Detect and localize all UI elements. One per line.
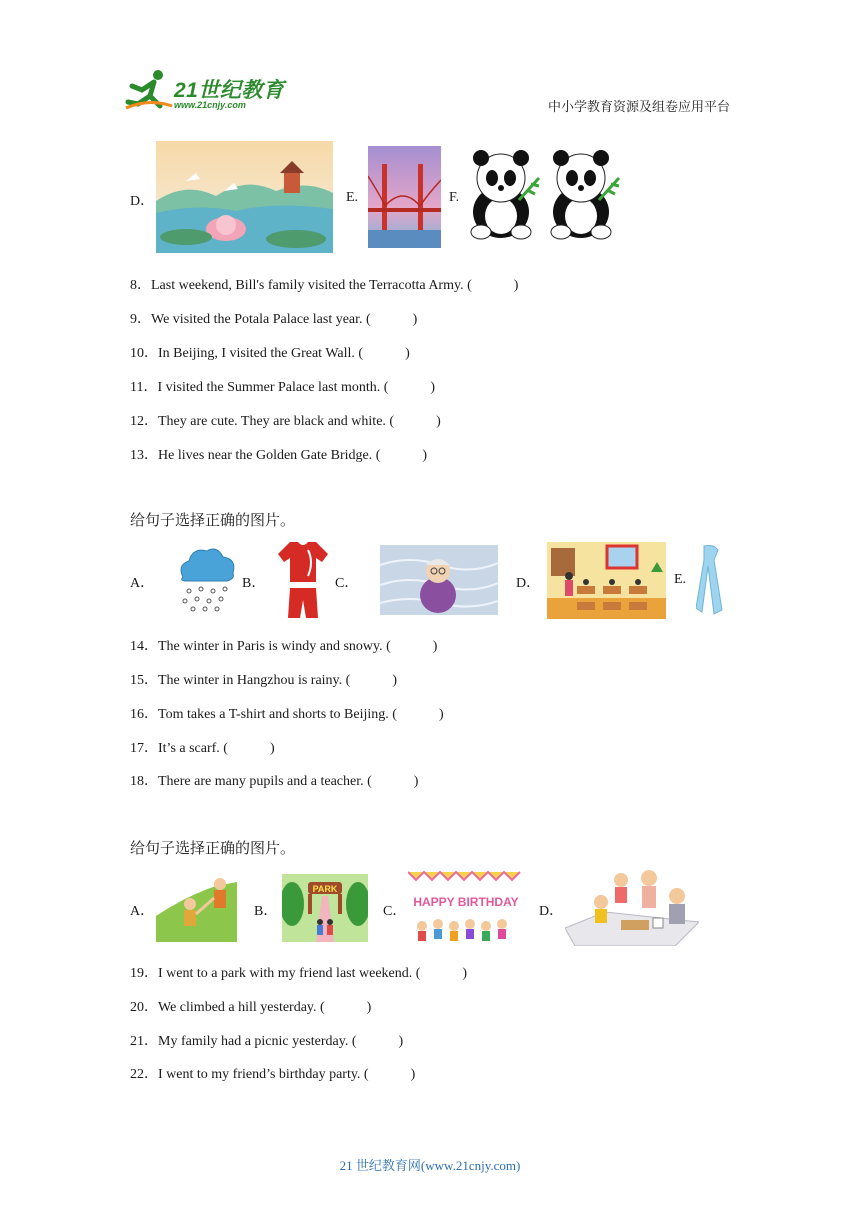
scarf-image — [696, 544, 726, 616]
pandas-image — [459, 150, 623, 242]
option-label-a: A． — [130, 576, 155, 591]
option-label-c: C． — [335, 576, 359, 591]
option-label-e2: E. — [674, 572, 687, 587]
rain-cloud-image — [175, 545, 239, 613]
option-label-e: E. — [346, 190, 359, 205]
golden-gate-bridge-image — [368, 146, 441, 248]
option-label-b3: B． — [254, 904, 278, 919]
question-15: 15．The winter in Hangzhou is rainy. ( ) — [130, 673, 397, 688]
park-image — [282, 874, 368, 942]
option-label-c3: C． — [383, 904, 407, 919]
question-22: 22．I went to my friend’s birthday party. ( ) — [130, 1067, 416, 1082]
site-logo — [124, 68, 294, 116]
option-label-d2: D． — [516, 576, 541, 591]
option-label-d: D． — [130, 194, 155, 209]
question-16: 16．Tom takes a T-shirt and shorts to Beijing. ( ) — [130, 707, 444, 722]
windy-snowy-image — [380, 545, 498, 615]
footer-text: 21 世纪教育网(www.21cnjy.com) — [339, 1158, 521, 1173]
instruction-3: 给句子选择正确的图片。 — [130, 841, 296, 857]
question-9: 9．We visited the Potala Palace last year. ( ) — [130, 312, 418, 327]
question-14: 14．The winter in Paris is windy and snowy. ( ) — [130, 639, 438, 654]
summer-palace-image — [156, 141, 333, 253]
option-label-f: F. — [449, 190, 460, 205]
logo-url: www.21cnjy.com — [174, 100, 246, 110]
question-12: 12．They are cute. They are black and white. ( ) — [130, 414, 441, 429]
classroom-image — [547, 542, 666, 619]
option-label-b: B． — [242, 576, 266, 591]
question-18: 18．There are many pupils and a teacher. ( ) — [130, 774, 419, 789]
question-19: 19．I went to a park with my friend last weekend. ( ) — [130, 966, 468, 981]
question-10: 10．In Beijing, I visited the Great Wall. ( ) — [130, 346, 410, 361]
question-8: 8．Last weekend, Bill's family visited the Terracotta Army. ( ) — [130, 278, 519, 293]
instruction-2: 给句子选择正确的图片。 — [130, 513, 296, 529]
birthday-text: HAPPY BIRTHDAY — [413, 895, 519, 909]
question-21: 21．My family had a picnic yesterday. ( ) — [130, 1034, 404, 1049]
question-20: 20．We climbed a hill yesterday. ( ) — [130, 1000, 372, 1015]
picnic-image — [565, 866, 699, 946]
question-11: 11．I visited the Summer Palace last month. ( ) — [130, 380, 436, 395]
logo-text: 21世纪教育 — [174, 79, 285, 102]
hill-climbing-image — [156, 876, 237, 942]
question-13: 13．He lives near the Golden Gate Bridge. ( ) — [130, 448, 428, 463]
question-17: 17．It’s a scarf. ( ) — [130, 741, 275, 756]
platform-title: 中小学教育资源及组卷应用平台 — [547, 99, 730, 114]
option-label-d3: D． — [539, 904, 564, 919]
birthday-party-image — [408, 868, 524, 944]
park-sign-text: PARK — [312, 884, 338, 894]
option-label-a3: A． — [130, 904, 155, 919]
tshirt-shorts-image — [278, 540, 328, 620]
runner-logo-icon — [124, 68, 174, 112]
